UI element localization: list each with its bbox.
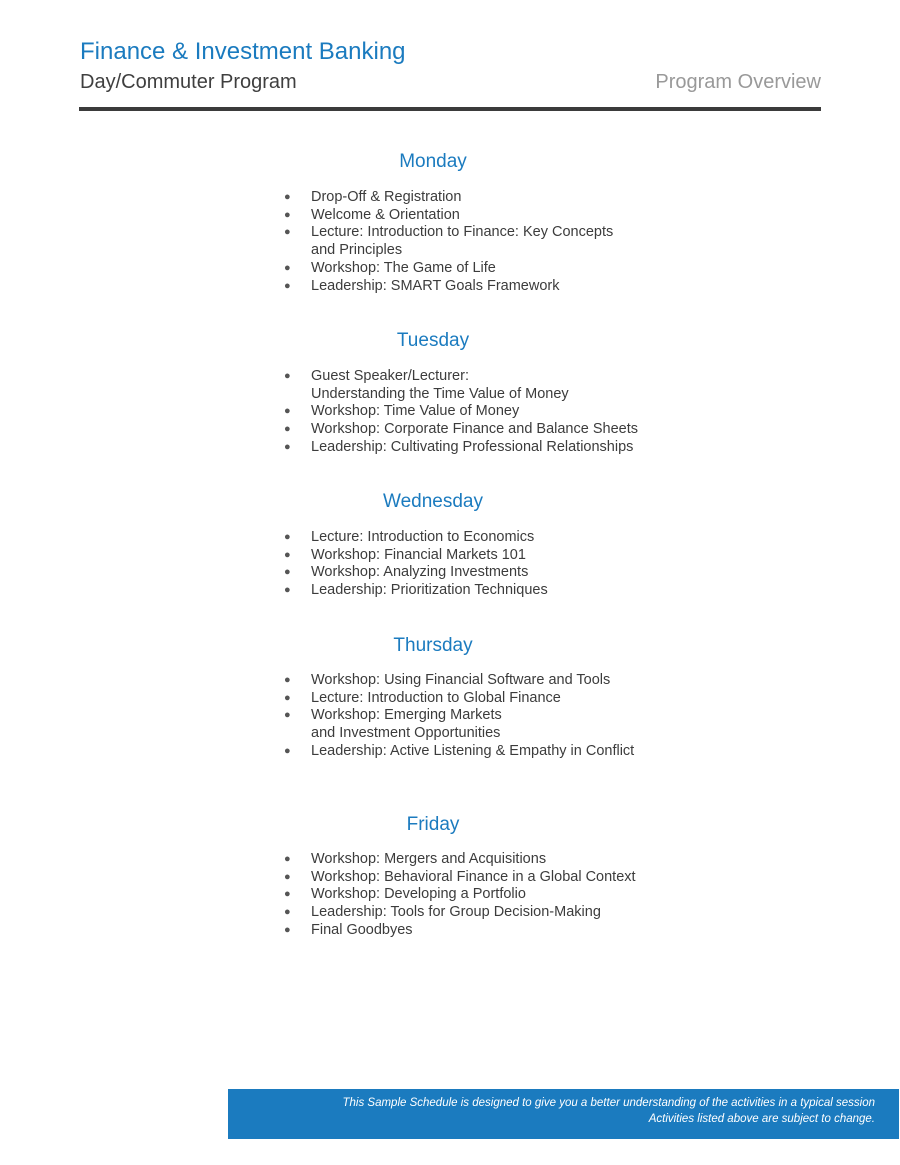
activity-item: ● Workshop: Emerging Markets and Investment Opportunities xyxy=(284,707,502,742)
activity-item: ● Leadership: SMART Goals Framework xyxy=(284,277,560,294)
day-heading: Friday xyxy=(406,814,460,835)
day-heading: Thursday xyxy=(393,635,473,656)
bullet-icon: ● xyxy=(284,261,291,274)
bullet-icon: ● xyxy=(284,744,291,757)
bullet-icon: ● xyxy=(284,674,291,686)
bullet-icon: ● xyxy=(284,226,291,239)
document-label: Program Overview xyxy=(655,71,821,93)
bullet-icon: ● xyxy=(284,531,291,543)
bullet-icon: ● xyxy=(284,440,291,453)
bullet-icon: ● xyxy=(284,870,291,883)
activity-item: ● Workshop: Mergers and Acquisitions xyxy=(284,851,547,867)
bullet-icon: ● xyxy=(284,566,291,579)
activity-item: ● Lecture: Introduction to Global Finance xyxy=(284,689,561,706)
bullet-icon: ● xyxy=(284,370,291,382)
activity-item: ● Leadership: Tools for Group Decision-Making xyxy=(284,904,601,921)
activity-item: ● Workshop: Analyzing Investments xyxy=(284,564,529,581)
footer-change-notice: Activities listed above are subject to change. xyxy=(648,1113,875,1125)
day-heading: Monday xyxy=(399,151,467,172)
activity-item: ● Drop-Off & Registration xyxy=(284,189,462,205)
bullet-icon: ● xyxy=(284,709,291,722)
bullet-icon: ● xyxy=(284,853,291,865)
activity-item: ● Final Goodbyes xyxy=(284,921,413,938)
bullet-icon: ● xyxy=(284,888,291,901)
day-heading: Tuesday xyxy=(396,330,470,351)
bullet-icon: ● xyxy=(284,208,291,221)
activity-item: ● Welcome & Orientation xyxy=(284,206,460,223)
activity-item: ● Workshop: Using Financial Software and Tools xyxy=(284,672,611,688)
header-divider xyxy=(79,107,821,111)
activity-item: ● Leadership: Cultivating Professional Relationships xyxy=(284,438,634,455)
day-heading: Wednesday xyxy=(383,491,483,512)
activity-list xyxy=(284,851,664,940)
bullet-icon: ● xyxy=(284,191,291,203)
activity-item: ● Guest Speaker/Lecturer: Understanding the Time Value of Money xyxy=(284,368,569,402)
activity-item: ● Workshop: Time Value of Money xyxy=(284,403,520,420)
activity-item: ● Workshop: The Game of Life xyxy=(284,259,496,276)
activity-item: ● Workshop: Financial Markets 101 xyxy=(284,546,526,563)
footer-disclaimer-band xyxy=(228,1089,899,1139)
bullet-icon: ● xyxy=(284,584,291,597)
bullet-icon: ● xyxy=(284,279,291,292)
activity-list xyxy=(284,529,664,600)
bullet-icon: ● xyxy=(284,405,291,418)
activity-item: ● Workshop: Developing a Portfolio xyxy=(284,886,526,903)
footer-disclaimer-line: This Sample Schedule is designed to give you a better understanding of the activities in a typical session xyxy=(342,1097,875,1109)
activity-item: ● Leadership: Prioritization Techniques xyxy=(284,582,548,599)
program-title: Finance & Investment Banking xyxy=(80,38,406,65)
bullet-icon: ● xyxy=(284,906,291,919)
activity-item: ● Workshop: Behavioral Finance in a Global Context xyxy=(284,868,636,885)
activity-item: ● Lecture: Introduction to Finance: Key Concepts and Principles xyxy=(284,224,614,259)
activity-list xyxy=(284,189,664,295)
activity-list xyxy=(284,672,664,761)
activity-item: ● Workshop: Corporate Finance and Balance Sheets xyxy=(284,421,638,438)
program-subtitle: Day/Commuter Program xyxy=(80,71,297,93)
activity-item: ● Lecture: Introduction to Economics xyxy=(284,529,535,545)
bullet-icon: ● xyxy=(284,423,291,436)
bullet-icon: ● xyxy=(284,548,291,561)
bullet-icon: ● xyxy=(284,691,291,704)
activity-item: ● Leadership: Active Listening & Empathy in Conflict xyxy=(284,742,635,759)
bullet-icon: ● xyxy=(284,923,291,936)
activity-list xyxy=(284,368,664,457)
